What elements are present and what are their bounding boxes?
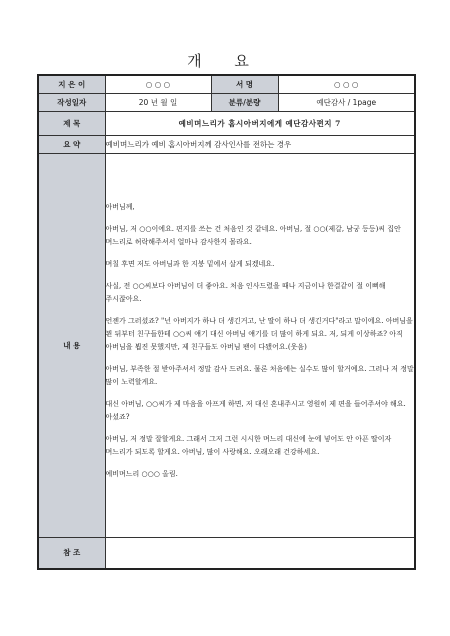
letter-paragraph: 대신 아버님, ○○씨가 제 마음을 아프게 하면, 저 대신 혼내주시고 영원히 제 편을 들어주셔야 해요. 아셨죠? xyxy=(105,399,408,421)
reference-row xyxy=(38,537,415,569)
summary-value: 예비며느리가 예비 홈시아버지께 감사인사를 전하는 경우 xyxy=(105,135,415,153)
letter-paragraph: 아버님께, xyxy=(105,202,135,211)
letter-paragraph: 며칠 후면 저도 아버님과 한 지붕 밑에서 살게 되겠네요. xyxy=(105,259,275,268)
name-label: 서 명 xyxy=(211,75,278,93)
subject-value: 예비며느리가 홈시아버지에게 예단감사편지 7 xyxy=(105,111,415,135)
summary-form-table xyxy=(37,74,416,570)
letter-signature: 예비며느리 ○○○ 올림. xyxy=(105,469,178,478)
subject-label: 제 목 xyxy=(38,111,105,135)
content-body xyxy=(105,153,415,537)
date-row xyxy=(38,93,415,111)
summary-row xyxy=(38,135,415,153)
date-value: 20 년 월 일 xyxy=(105,93,211,111)
category-label: 분류/분량 xyxy=(211,93,278,111)
reference-value xyxy=(105,537,415,569)
letter-paragraph: 아버님, 부족한 절 받아주셔서 정말 감사 드려요. 물론 처음에는 실수도 많이 할거예요. 그러나 저 정말 많이 노력할게요. xyxy=(105,364,417,386)
summary-label: 요 약 xyxy=(38,135,105,153)
author-row xyxy=(38,75,415,93)
date-label: 작성일자 xyxy=(38,93,105,111)
author-value: ○ ○ ○ xyxy=(105,75,211,93)
letter-paragraph: 아버님, 저 정말 잘할게요. 그래서 그저 그런 시시한 며느리 대신에 눈에 넣어도 안 아픈 딸이자 며느리가 되도록 할게요. 아버님, 많이 사랑해요. 오래오래 건강하세요. xyxy=(105,434,394,456)
author-label: 지 은 이 xyxy=(38,75,105,93)
name-value: ○ ○ ○ xyxy=(278,75,415,93)
letter-paragraph: 아버님, 저 ○○이에요. 편지를 쓰는 건 처음인 것 같네요. 아버님, 절 ○○(제갈, 남궁 등등)씨 집안 며느리로 허락해주셔서 얼마나 감사한지 몰라요. xyxy=(105,224,404,246)
document-title: 개 요 xyxy=(187,52,263,70)
letter-paragraph: 언젠가 그러셨죠? "넌 아버지가 하나 더 생긴거고, 난 딸이 하나 더 생긴거다"라고 말이에요. 아버님을 뵌 뒤부터 친구들한테 ○○씨 얘기 대신 아버님 얘기를 더 많이 하게 되요. 저, 되게 이상하죠? 아직 아버님을 뵙진 못했지만, 제 친구들도 아버님 팬이 다됐어요.(웃음) xyxy=(105,316,416,351)
letter-paragraph: 사실, 전 ○○씨보다 아버님이 더 좋아요. 처음 인사드렸을 때나 지금이나 한결같이 절 이뻐해 주시잖아요. xyxy=(105,281,388,303)
subject-row xyxy=(38,111,415,135)
content-label: 내 용 xyxy=(38,153,105,537)
content-row xyxy=(38,153,415,537)
category-value: 예단감사 / 1page xyxy=(278,93,415,111)
reference-label: 참 조 xyxy=(38,537,105,569)
